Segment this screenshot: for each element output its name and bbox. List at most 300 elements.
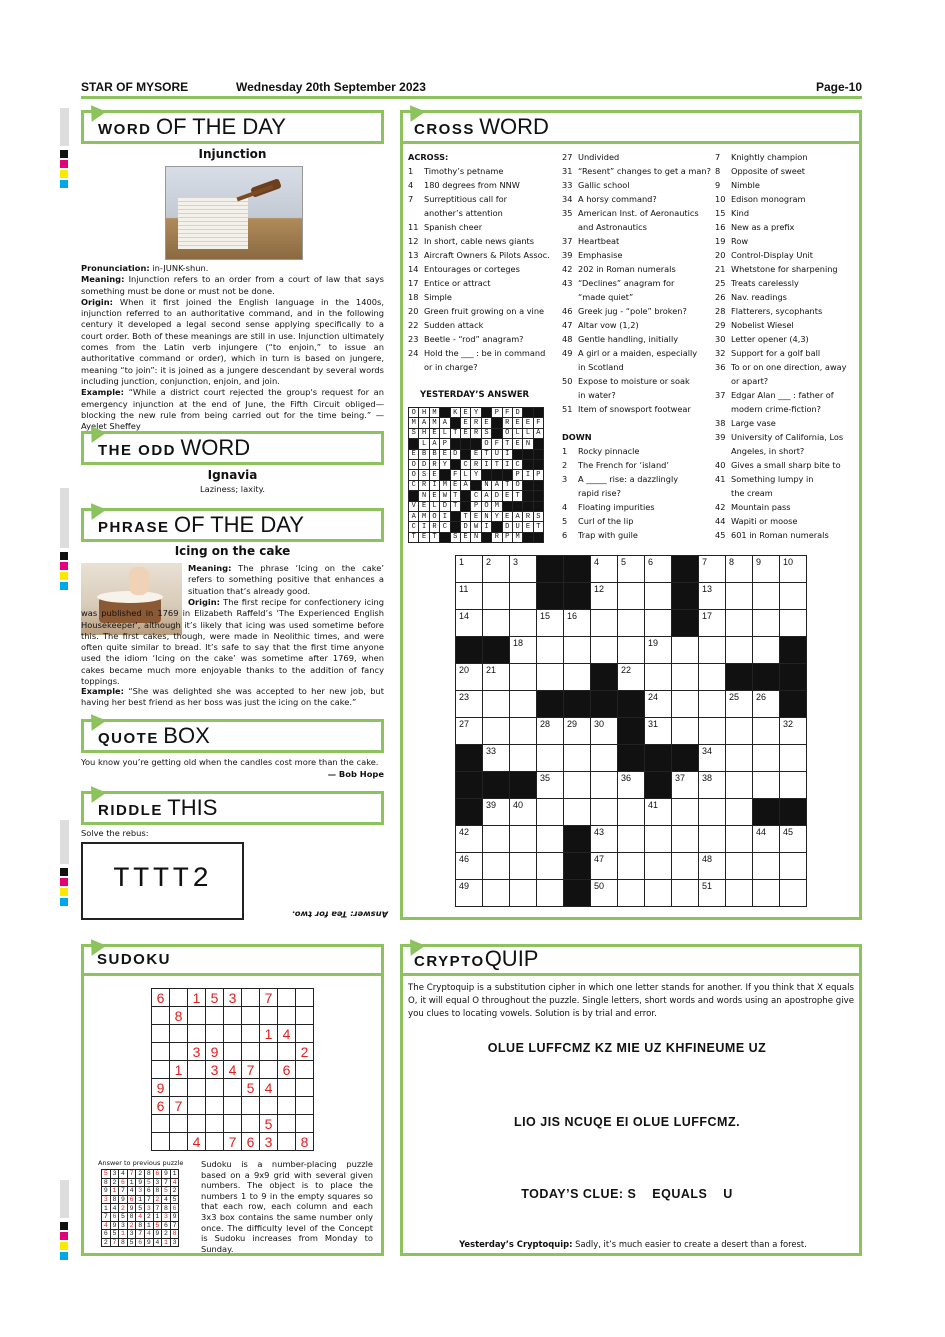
clue-item: 25 Treats carelessly bbox=[715, 278, 799, 288]
sudoku-cell[interactable] bbox=[278, 1079, 296, 1097]
crossword-cell[interactable] bbox=[699, 691, 726, 718]
clue-item: 26 Nav. readings bbox=[715, 292, 787, 302]
crossword-cell[interactable] bbox=[618, 637, 645, 664]
crossword-cell[interactable]: 9 bbox=[753, 556, 780, 583]
quote-text: You know you’re getting old when the candles cost more than the cake. bbox=[81, 757, 379, 767]
crossword-cell[interactable] bbox=[591, 637, 618, 664]
crossword-cell[interactable] bbox=[537, 745, 564, 772]
clues-col2 bbox=[562, 150, 712, 542]
sudoku-cell[interactable] bbox=[188, 1097, 206, 1115]
sudoku-cell[interactable] bbox=[260, 1007, 278, 1025]
clue-item: 10 Edison monogram bbox=[715, 194, 806, 204]
crossword-cell[interactable] bbox=[537, 799, 564, 826]
crossword-cell[interactable]: 50 bbox=[591, 880, 618, 907]
crossword-cell bbox=[780, 637, 807, 664]
print-mark bbox=[60, 170, 68, 178]
crossword-cell[interactable] bbox=[726, 880, 753, 907]
crossword-cell[interactable]: 3 bbox=[510, 556, 537, 583]
clue-item: 7 Knightly champion bbox=[715, 152, 808, 162]
sudoku-title: SUDOKU bbox=[97, 951, 172, 968]
crossword-cell[interactable]: 16 bbox=[564, 610, 591, 637]
crossword-cell[interactable] bbox=[483, 880, 510, 907]
crossword-cell bbox=[510, 772, 537, 799]
crossword-cell[interactable] bbox=[645, 610, 672, 637]
crossword-cell[interactable]: 46 bbox=[456, 853, 483, 880]
yesterday-answer-grid bbox=[408, 407, 544, 543]
crossword-cell[interactable]: 32 bbox=[780, 718, 807, 745]
crossword-cell[interactable] bbox=[780, 583, 807, 610]
answer-cell: A bbox=[440, 418, 450, 428]
clue-item: 46 Greek jug - “pole” broken? bbox=[562, 306, 687, 316]
sudoku-cell[interactable] bbox=[188, 1061, 206, 1079]
word-of-day-word: Injunction bbox=[198, 147, 267, 161]
sudoku-cell[interactable] bbox=[170, 1115, 188, 1133]
sudoku-cell: 8 bbox=[162, 1204, 171, 1213]
crossword-cell[interactable] bbox=[537, 664, 564, 691]
sudoku-cell[interactable] bbox=[188, 1025, 206, 1043]
sudoku-cell[interactable] bbox=[170, 1025, 188, 1043]
answer-cell: A bbox=[533, 428, 543, 438]
sudoku-cell[interactable] bbox=[170, 1079, 188, 1097]
crossword-cell[interactable] bbox=[699, 826, 726, 853]
sudoku-cell[interactable] bbox=[278, 1097, 296, 1115]
sudoku-cell[interactable] bbox=[296, 1061, 314, 1079]
answer-cell: C bbox=[460, 459, 470, 469]
crossword-cell[interactable]: 43 bbox=[591, 826, 618, 853]
sudoku-cell: 6 bbox=[152, 1097, 170, 1115]
answer-cell: T bbox=[492, 459, 502, 469]
sudoku-cell[interactable] bbox=[224, 1097, 242, 1115]
sudoku-cell[interactable] bbox=[170, 1133, 188, 1151]
crossword-cell[interactable]: 47 bbox=[591, 853, 618, 880]
answer-cell: E bbox=[512, 439, 522, 449]
sudoku-cell[interactable] bbox=[152, 1133, 170, 1151]
crossword-cell[interactable]: 45 bbox=[780, 826, 807, 853]
crossword-cell[interactable] bbox=[618, 880, 645, 907]
clue-item: 40 Gives a small sharp bite to bbox=[715, 460, 841, 470]
sudoku-cell: 3 bbox=[206, 1061, 224, 1079]
crossword-cell[interactable] bbox=[672, 718, 699, 745]
answer-cell: T bbox=[512, 491, 522, 501]
answer-cell: U bbox=[512, 522, 522, 532]
crossword-cell[interactable] bbox=[780, 880, 807, 907]
crossword-cell[interactable] bbox=[753, 610, 780, 637]
answer-cell: B bbox=[429, 449, 439, 459]
sudoku-cell[interactable] bbox=[242, 1115, 260, 1133]
answer-cell bbox=[460, 491, 470, 501]
crossword-cell[interactable] bbox=[672, 664, 699, 691]
answer-cell bbox=[523, 532, 533, 542]
sudoku-cell[interactable] bbox=[224, 1007, 242, 1025]
answer-cell: O bbox=[481, 501, 491, 511]
crossword-cell[interactable]: 15 bbox=[537, 610, 564, 637]
crossword-cell[interactable]: 6 bbox=[645, 556, 672, 583]
crossword-cell[interactable]: 28 bbox=[537, 718, 564, 745]
crossword-cell[interactable]: 49 bbox=[456, 880, 483, 907]
sudoku-cell[interactable] bbox=[296, 1115, 314, 1133]
sudoku-cell[interactable] bbox=[206, 1133, 224, 1151]
answer-cell bbox=[460, 449, 470, 459]
crossword-cell[interactable]: 30 bbox=[591, 718, 618, 745]
crossword-cell[interactable]: 42 bbox=[456, 826, 483, 853]
clue-item: 38 Large vase bbox=[715, 418, 776, 428]
answer-cell: T bbox=[409, 532, 419, 542]
crossword-cell[interactable]: 29 bbox=[564, 718, 591, 745]
crossword-cell[interactable]: 38 bbox=[699, 772, 726, 799]
answer-cell bbox=[440, 470, 450, 480]
crossword-cell[interactable]: 12 bbox=[591, 583, 618, 610]
crossword-cell[interactable]: 26 bbox=[753, 691, 780, 718]
answer-cell: O bbox=[409, 470, 419, 480]
sudoku-cell[interactable] bbox=[170, 1043, 188, 1061]
crossword-cell[interactable]: 31 bbox=[645, 718, 672, 745]
crossword-cell[interactable] bbox=[510, 853, 537, 880]
crossword-cell[interactable]: 22 bbox=[618, 664, 645, 691]
crossword-cell[interactable]: 7 bbox=[699, 556, 726, 583]
answer-cell: Y bbox=[471, 470, 481, 480]
odd-word-definition: Laziness; laxity. bbox=[199, 484, 266, 494]
sudoku-cell[interactable] bbox=[152, 1115, 170, 1133]
crossword-cell[interactable] bbox=[537, 880, 564, 907]
sudoku-cell: 3 bbox=[260, 1133, 278, 1151]
crossword-cell[interactable] bbox=[510, 583, 537, 610]
answer-cell: E bbox=[460, 418, 470, 428]
crossword-cell[interactable]: 37 bbox=[672, 772, 699, 799]
answer-cell: I bbox=[523, 470, 533, 480]
answer-cell bbox=[481, 470, 491, 480]
print-mark bbox=[60, 1252, 68, 1260]
crossword-cell[interactable] bbox=[753, 772, 780, 799]
crossword-cell[interactable] bbox=[672, 880, 699, 907]
crossword-cell[interactable] bbox=[483, 610, 510, 637]
sudoku-cell[interactable] bbox=[206, 1007, 224, 1025]
sudoku-cell[interactable] bbox=[278, 1115, 296, 1133]
crossword-cell[interactable] bbox=[780, 610, 807, 637]
crossword-cell[interactable]: 51 bbox=[699, 880, 726, 907]
answer-cell: N bbox=[471, 532, 481, 542]
sudoku-cell[interactable] bbox=[260, 1097, 278, 1115]
sudoku-cell[interactable] bbox=[296, 989, 314, 1007]
crossword-cell[interactable] bbox=[726, 745, 753, 772]
crossword-cell[interactable]: 25 bbox=[726, 691, 753, 718]
sudoku-cell[interactable] bbox=[242, 1043, 260, 1061]
crossword-cell[interactable] bbox=[726, 718, 753, 745]
crossword-cell[interactable] bbox=[510, 745, 537, 772]
sudoku-cell[interactable] bbox=[278, 989, 296, 1007]
crossword-cell[interactable] bbox=[672, 637, 699, 664]
across-clues-col1 bbox=[408, 150, 558, 374]
crossword-cell[interactable]: 35 bbox=[537, 772, 564, 799]
print-mark bbox=[60, 552, 68, 560]
clue-item: 9 Nimble bbox=[715, 180, 760, 190]
sudoku-cell: 1 bbox=[102, 1204, 111, 1213]
crossword-cell bbox=[537, 556, 564, 583]
crossword-cell bbox=[564, 691, 591, 718]
crossword-cell[interactable] bbox=[699, 664, 726, 691]
crossword-cell[interactable] bbox=[483, 718, 510, 745]
crossword-cell[interactable] bbox=[753, 880, 780, 907]
sudoku-cell: 7 bbox=[260, 989, 278, 1007]
sudoku-cell[interactable] bbox=[242, 989, 260, 1007]
clue-item: 33 Gallic school bbox=[562, 180, 630, 190]
crossword-cell[interactable] bbox=[726, 583, 753, 610]
crossword-cell[interactable]: 44 bbox=[753, 826, 780, 853]
sudoku-cell[interactable] bbox=[170, 989, 188, 1007]
crossword-cell[interactable]: 13 bbox=[699, 583, 726, 610]
crossword-cell[interactable] bbox=[726, 853, 753, 880]
crossword-cell[interactable] bbox=[618, 826, 645, 853]
sudoku-cell: 3 bbox=[162, 1212, 171, 1221]
clue-item: 29 Nobelist Wiesel bbox=[715, 320, 794, 330]
answer-cell: S bbox=[450, 532, 460, 542]
sudoku-cell[interactable] bbox=[206, 1097, 224, 1115]
crossword-cell[interactable] bbox=[591, 610, 618, 637]
crossword-cell[interactable]: 39 bbox=[483, 799, 510, 826]
answer-cell bbox=[471, 439, 481, 449]
sudoku-cell[interactable] bbox=[224, 1043, 242, 1061]
answer-cell bbox=[523, 480, 533, 490]
answer-cell bbox=[533, 459, 543, 469]
crossword-cell[interactable] bbox=[726, 772, 753, 799]
phrase-of-day-origin: Origin: The first recipe for confectionery icing was published in 1769 in Elizabeth Raffeld’s 'The Experienced English Housekeeper', although it’s likely that icing was used sometime before this. The first cakes, though, were made in Neolithic times, and were often quite similar to bread. It’s safe to say that the first time anyone used the idiom ‘Icing on the cake’ was sometime after 1769, when cakes became much more enjoyable thanks to the addition of fancy toppings. bbox=[81, 597, 385, 687]
sudoku-cell[interactable] bbox=[296, 1025, 314, 1043]
crossword-cell[interactable] bbox=[537, 637, 564, 664]
crossword-cell[interactable]: 23 bbox=[456, 691, 483, 718]
sudoku-cell[interactable] bbox=[152, 1025, 170, 1043]
crossword-cell[interactable]: 8 bbox=[726, 556, 753, 583]
sudoku-cell[interactable] bbox=[206, 1079, 224, 1097]
crossword-cell bbox=[456, 772, 483, 799]
sudoku-cell[interactable] bbox=[224, 1079, 242, 1097]
crossword-cell[interactable] bbox=[753, 583, 780, 610]
sudoku-cell[interactable] bbox=[260, 1043, 278, 1061]
phrase-of-day-phrase: Icing on the cake bbox=[174, 544, 291, 558]
crossword-cell[interactable] bbox=[618, 583, 645, 610]
answer-cell: S bbox=[409, 428, 419, 438]
crossword-cell[interactable]: 19 bbox=[645, 637, 672, 664]
riddle-answer: Answer: Tea for two. bbox=[291, 909, 388, 920]
sudoku-cell[interactable] bbox=[152, 1061, 170, 1079]
sudoku-cell[interactable] bbox=[188, 1007, 206, 1025]
sudoku-cell[interactable] bbox=[224, 1115, 242, 1133]
crossword-cell[interactable] bbox=[645, 826, 672, 853]
crossword-cell[interactable] bbox=[591, 799, 618, 826]
sudoku-cell[interactable] bbox=[152, 1007, 170, 1025]
crossword-cell[interactable] bbox=[672, 691, 699, 718]
crossword-cell[interactable]: 34 bbox=[699, 745, 726, 772]
sudoku-cell[interactable] bbox=[260, 1061, 278, 1079]
crossword-cell[interactable] bbox=[753, 637, 780, 664]
sudoku-cell[interactable] bbox=[296, 1007, 314, 1025]
answer-cell: L bbox=[523, 428, 533, 438]
crossword-cell[interactable]: 21 bbox=[483, 664, 510, 691]
clue-item: 27 Undivided bbox=[562, 152, 620, 162]
sudoku-cell: 7 bbox=[224, 1133, 242, 1151]
crossword-cell[interactable] bbox=[672, 853, 699, 880]
crossword-cell[interactable] bbox=[726, 799, 753, 826]
crossword-cell[interactable]: 24 bbox=[645, 691, 672, 718]
sudoku-cell: 1 bbox=[170, 1170, 179, 1179]
crossword-cell[interactable] bbox=[564, 637, 591, 664]
sudoku-cell: 7 bbox=[170, 1097, 188, 1115]
header-rule bbox=[81, 96, 862, 99]
sudoku-cell[interactable] bbox=[242, 1097, 260, 1115]
answer-cell: L bbox=[512, 428, 522, 438]
sudoku-cell[interactable] bbox=[278, 1133, 296, 1151]
crossword-cell[interactable]: 27 bbox=[456, 718, 483, 745]
sudoku-cell[interactable] bbox=[296, 1097, 314, 1115]
crossword-cell[interactable] bbox=[483, 583, 510, 610]
crossword-cell[interactable]: 33 bbox=[483, 745, 510, 772]
crossword-cell[interactable] bbox=[564, 745, 591, 772]
crossword-cell[interactable] bbox=[483, 853, 510, 880]
crossword-cell[interactable] bbox=[645, 853, 672, 880]
sudoku-cell: 8 bbox=[119, 1238, 128, 1247]
crossword-cell[interactable] bbox=[510, 826, 537, 853]
crossword-cell[interactable] bbox=[510, 610, 537, 637]
answer-cell bbox=[523, 491, 533, 501]
clue-item: 1 Rocky pinnacle bbox=[562, 446, 640, 456]
print-mark bbox=[60, 868, 68, 876]
sudoku-cell[interactable] bbox=[278, 1043, 296, 1061]
answer-cell: R bbox=[429, 522, 439, 532]
crossword-cell[interactable] bbox=[645, 664, 672, 691]
crossword-cell[interactable] bbox=[618, 799, 645, 826]
crossword-cell[interactable]: 17 bbox=[699, 610, 726, 637]
crossword-cell[interactable] bbox=[591, 772, 618, 799]
crossword-cell[interactable] bbox=[510, 718, 537, 745]
crossword-cell[interactable]: 48 bbox=[699, 853, 726, 880]
answer-cell bbox=[533, 532, 543, 542]
crossword-cell[interactable] bbox=[726, 637, 753, 664]
clue-item: 37 Heartbeat bbox=[562, 236, 620, 246]
print-mark bbox=[60, 488, 69, 548]
crossword-cell[interactable]: 1 bbox=[456, 556, 483, 583]
answer-cell bbox=[460, 501, 470, 511]
crossword-cell[interactable] bbox=[483, 826, 510, 853]
sudoku-cell: 6 bbox=[127, 1195, 136, 1204]
across-heading: ACROSS: bbox=[408, 152, 449, 162]
crossword-cell[interactable] bbox=[618, 853, 645, 880]
answer-cell: O bbox=[409, 408, 419, 418]
crossword-cell[interactable] bbox=[726, 826, 753, 853]
sudoku-cell[interactable] bbox=[206, 1115, 224, 1133]
print-mark bbox=[60, 180, 68, 188]
crossword-cell[interactable] bbox=[564, 772, 591, 799]
clue-item: 14 Entourages or corteges bbox=[408, 264, 520, 274]
crossword-cell[interactable] bbox=[537, 826, 564, 853]
crossword-cell[interactable] bbox=[672, 826, 699, 853]
sudoku-cell[interactable] bbox=[206, 1025, 224, 1043]
sudoku-cell[interactable] bbox=[188, 1079, 206, 1097]
crossword-cell[interactable] bbox=[510, 691, 537, 718]
crossword-cell[interactable] bbox=[726, 610, 753, 637]
page-number: Page-10 bbox=[815, 80, 862, 94]
clue-item: 42 Mountain pass bbox=[715, 502, 791, 512]
clue-item: or in charge? bbox=[424, 362, 478, 372]
answer-cell: N bbox=[481, 511, 491, 521]
crossword-cell[interactable] bbox=[537, 853, 564, 880]
crossword-cell[interactable]: 11 bbox=[456, 583, 483, 610]
crossword-cell bbox=[564, 583, 591, 610]
crossword-cell[interactable] bbox=[780, 745, 807, 772]
crossword-cell[interactable] bbox=[510, 664, 537, 691]
sudoku-cell: 1 bbox=[162, 1238, 171, 1247]
clue-item: 42 202 in Roman numerals bbox=[562, 264, 676, 274]
crossword-cell[interactable]: 20 bbox=[456, 664, 483, 691]
crossword-cell[interactable] bbox=[753, 853, 780, 880]
crossword-cell[interactable] bbox=[753, 718, 780, 745]
crossword-cell[interactable] bbox=[699, 718, 726, 745]
crossword-cell[interactable]: 10 bbox=[780, 556, 807, 583]
clue-item: 12 In short, cable news giants bbox=[408, 236, 535, 246]
sudoku-cell: 4 bbox=[188, 1133, 206, 1151]
answer-cell: P bbox=[533, 470, 543, 480]
sudoku-cell[interactable] bbox=[152, 1043, 170, 1061]
crossword-cell[interactable] bbox=[753, 745, 780, 772]
sudoku-cell[interactable] bbox=[278, 1007, 296, 1025]
answer-cell: D bbox=[419, 459, 429, 469]
sudoku-cell[interactable] bbox=[224, 1025, 242, 1043]
answer-cell: A bbox=[512, 511, 522, 521]
crossword-cell[interactable] bbox=[564, 799, 591, 826]
crossword-cell[interactable] bbox=[510, 880, 537, 907]
crossword-cell[interactable] bbox=[699, 637, 726, 664]
crossword-cell[interactable] bbox=[699, 799, 726, 826]
crossword-cell[interactable] bbox=[591, 745, 618, 772]
crossword-cell[interactable]: 14 bbox=[456, 610, 483, 637]
crossword-cell[interactable] bbox=[645, 880, 672, 907]
sudoku-cell[interactable] bbox=[188, 1115, 206, 1133]
crossword-cell bbox=[753, 799, 780, 826]
sudoku-cell[interactable] bbox=[242, 1025, 260, 1043]
gavel-papers-image bbox=[165, 166, 303, 260]
clue-item: 36 To or on one direction, away bbox=[715, 362, 847, 372]
crossword-cell[interactable] bbox=[564, 664, 591, 691]
sudoku-cell: 5 bbox=[162, 1187, 171, 1196]
clue-item: 8 Opposite of sweet bbox=[715, 166, 805, 176]
riddle-title: RIDDLE THIS bbox=[98, 795, 218, 820]
answer-cell bbox=[450, 418, 460, 428]
crossword-cell[interactable]: 41 bbox=[645, 799, 672, 826]
sudoku-cell[interactable] bbox=[296, 1079, 314, 1097]
answer-cell: O bbox=[429, 511, 439, 521]
crossword-cell[interactable]: 18 bbox=[510, 637, 537, 664]
crossword-cell[interactable]: 4 bbox=[591, 556, 618, 583]
crossword-cell[interactable]: 40 bbox=[510, 799, 537, 826]
answer-cell bbox=[523, 449, 533, 459]
crossword-cell[interactable] bbox=[780, 853, 807, 880]
crossword-cell[interactable] bbox=[618, 610, 645, 637]
answer-cell: T bbox=[460, 511, 470, 521]
crossword-cell[interactable]: 36 bbox=[618, 772, 645, 799]
clue-item: rapid rise? bbox=[578, 488, 621, 498]
crossword-cell[interactable] bbox=[483, 691, 510, 718]
crossword-cell[interactable]: 5 bbox=[618, 556, 645, 583]
clue-item: 3 A _____ rise: a dazzlingly bbox=[562, 474, 679, 484]
sudoku-cell: 6 bbox=[102, 1230, 111, 1239]
crossword-cell[interactable] bbox=[780, 772, 807, 799]
answer-cell: E bbox=[460, 408, 470, 418]
crossword-cell[interactable] bbox=[672, 799, 699, 826]
crossword-cell bbox=[645, 772, 672, 799]
sudoku-cell[interactable] bbox=[242, 1007, 260, 1025]
crossword-cell[interactable]: 2 bbox=[483, 556, 510, 583]
answer-cell: O bbox=[502, 428, 512, 438]
answer-cell: H bbox=[419, 428, 429, 438]
clue-item: 18 Simple bbox=[408, 292, 452, 302]
crossword-cell[interactable] bbox=[645, 583, 672, 610]
